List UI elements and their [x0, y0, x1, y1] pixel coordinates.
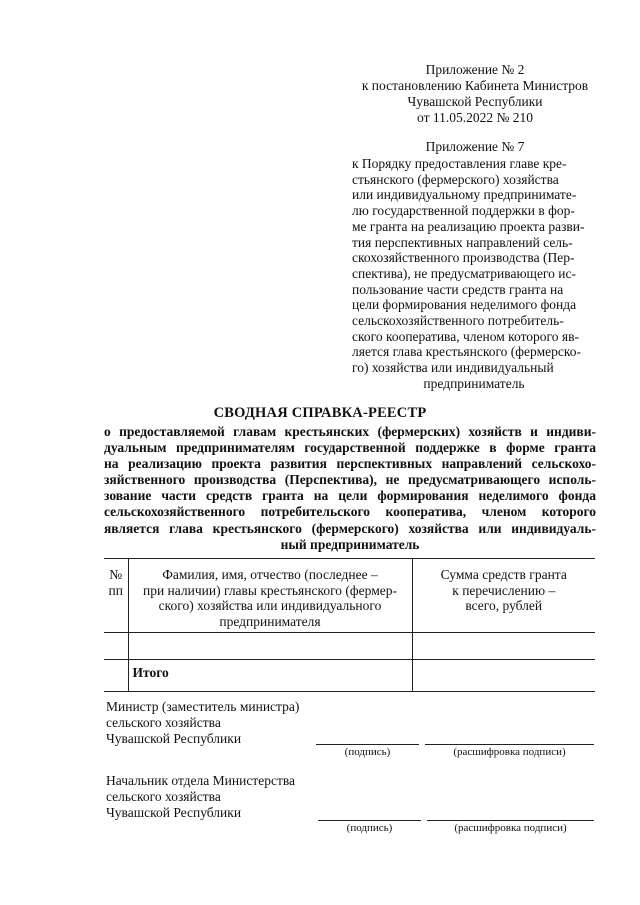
order-line: стьянского (фермерского) хозяйства [352, 171, 559, 187]
header-text: Фамилия, имя, отчество (последнее – [162, 567, 378, 582]
signature-decode-line[interactable] [425, 744, 594, 745]
table-header-row [104, 559, 595, 633]
signatory-title-line: Чувашской Республики [106, 805, 242, 820]
order-line: пользование части средств гранта на [352, 281, 564, 297]
subtitle-line: ный предприниматель [280, 536, 420, 552]
order-line: тия перспективных направлений сель- [352, 234, 573, 250]
header-text: при наличии) главы крестьянского (фермер- [142, 582, 397, 598]
header-text: Сумма средств гранта [440, 567, 567, 582]
order-line: го) хозяйства или индивидуальный [352, 360, 554, 376]
order-line: или индивидуальному предпринимате- [352, 187, 577, 203]
subtitle-line: о предоставляемой главам крестьянских (фермерских) хозяйств и индиви- [104, 424, 596, 439]
appendix-2-line: Чувашской Республики [407, 94, 543, 109]
subtitle-line: на реализацию проекта развития перспективных направлений сельскохо- [104, 456, 596, 472]
appendix-7-title: Приложение № 7 [425, 139, 525, 154]
signatory-title-line: Министр (заместитель министра) [106, 699, 300, 714]
signature-line[interactable] [318, 820, 421, 821]
table-total-row [104, 660, 595, 692]
table-cell [104, 660, 128, 692]
appendix-7-heading [340, 139, 610, 155]
signature-decode-caption: (расшифровка подписи) [454, 822, 567, 834]
header-text: пп [108, 582, 123, 598]
header-text: предпринимателя [219, 613, 321, 629]
signature-caption: (подпись) [346, 822, 393, 834]
signature-decode-line[interactable] [427, 820, 594, 821]
subtitle-line: сельскохозяйственного потребительского кооператива, членом которого [104, 504, 596, 520]
signature-decode-caption: (расшифровка подписи) [453, 746, 566, 758]
header-name-cell [128, 559, 412, 633]
appendix-2-date-number: от 11.05.2022 № 210 [417, 110, 533, 125]
table-cell[interactable] [412, 633, 595, 660]
subtitle-line: зование части средств гранта на цели формирования неделимого фонда [104, 488, 596, 504]
signatory-title-line: Начальник отдела Министерства [106, 773, 296, 788]
appendix-2-header [340, 62, 610, 126]
subtitle-line: является глава крестьянского (фермерского) хозяйства или индивидуаль- [104, 520, 596, 536]
order-line: лю государственной поддержки в фор- [352, 203, 575, 219]
document-title: СВОДНАЯ СПРАВКА-РЕЕСТР [213, 405, 427, 421]
order-line: скохозяйственного производства (Пер- [352, 250, 575, 266]
total-amount-cell[interactable] [412, 660, 595, 692]
appendix-2-line: к постановлению Кабинета Министров [361, 78, 589, 93]
signature-line[interactable] [316, 744, 419, 745]
signature-block-department-head [106, 773, 295, 821]
document-subtitle [104, 424, 596, 553]
signature-caption: (подпись) [344, 746, 391, 758]
header-text: всего, рублей [465, 598, 543, 613]
total-label: Итого [128, 660, 412, 692]
order-line: цели формирования неделимого фонда [352, 297, 577, 313]
header-text: № [109, 567, 123, 582]
signature-block-minister [106, 699, 299, 747]
header-number-cell [104, 559, 128, 633]
appendix-7-order-text [352, 156, 596, 392]
header-text: ского) хозяйства или индивидуального [158, 598, 382, 613]
order-line: к Порядку предоставления главе кре- [352, 156, 567, 171]
order-line: спектива), не предусматривающего ис- [352, 265, 576, 281]
table-row [104, 633, 595, 660]
signatory-title-line: сельского хозяйства [106, 715, 221, 730]
subtitle-line: дуальным предпринимателям государственной поддержке в форме гранта [104, 440, 596, 456]
signatory-title-line: Чувашской Республики [106, 731, 242, 746]
table-cell[interactable] [128, 633, 412, 660]
signatory-title-line: сельского хозяйства [106, 789, 221, 804]
order-line: сельскохозяйственного потребитель- [352, 313, 564, 329]
registry-table [104, 558, 595, 692]
subtitle-line: зяйственного производства (Перспектива), не предусматривающего исполь- [104, 472, 596, 488]
order-line: ме гранта на реализацию проекта разви- [352, 218, 585, 234]
table-cell[interactable] [104, 633, 128, 660]
header-amount-cell [412, 559, 595, 633]
header-text: к перечислению – [452, 582, 556, 598]
order-line: предприниматель [423, 375, 525, 391]
order-line: ского кооператива, членом которого яв- [352, 328, 579, 344]
appendix-2-line: Приложение № 2 [425, 62, 525, 77]
order-line: ляется глава крестьянского (фермерско- [352, 344, 581, 360]
